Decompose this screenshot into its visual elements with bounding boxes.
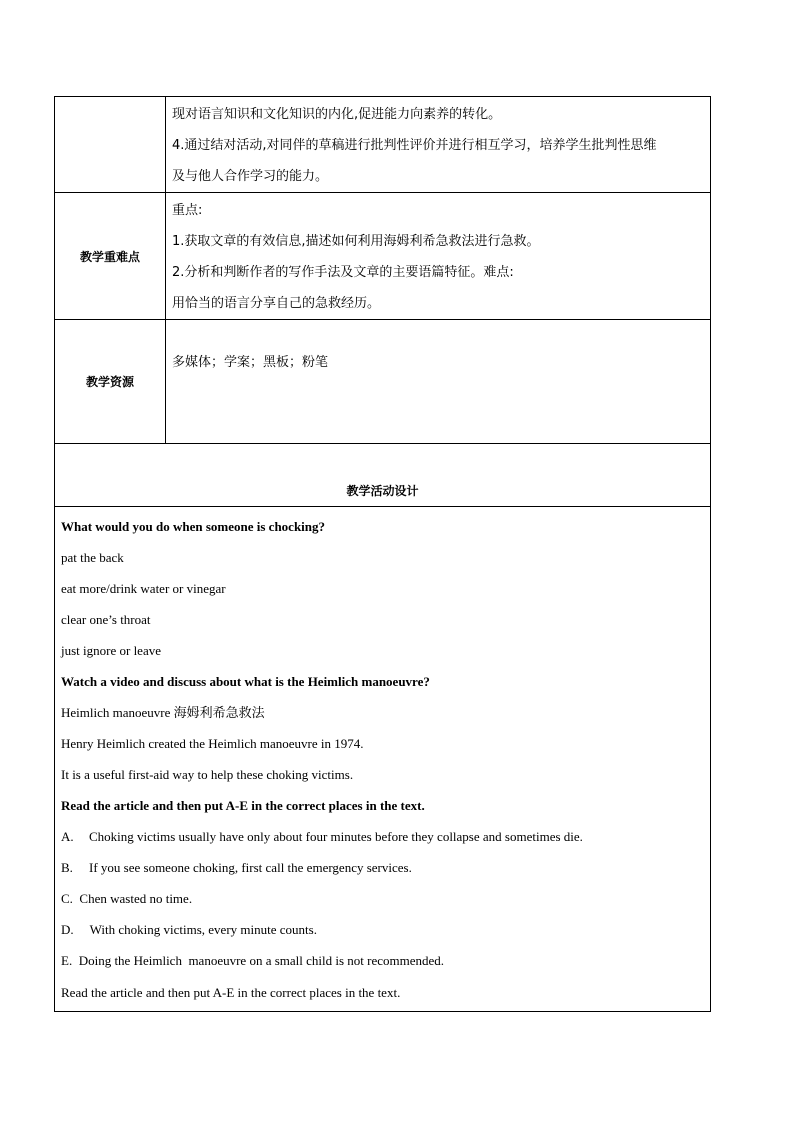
key-points-line: 2.分析和判断作者的写作手法及文章的主要语篇特征。难点: (172, 265, 514, 280)
option-text: Choking victims usually have only about four minutes before they collapse and sometimes die. (89, 829, 583, 844)
resources-content (166, 320, 711, 444)
final-instruction: Read the article and then put A-E in the correct places in the text. (61, 985, 401, 1000)
answer-item: eat more/drink water or vinegar (61, 581, 226, 596)
option-e: E. Doing the Heimlich manoeuvre on a small child is not recommended. (61, 953, 445, 968)
option-letter: A. (61, 829, 74, 844)
key-points-line: 用恰当的语言分享自己的急救经历。 (172, 296, 381, 311)
resources-text: 多媒体；学案；黑板；粉笔 (172, 355, 329, 370)
objectives-line: 现对语言知识和文化知识的内化,促进能力向素养的转化。 (172, 107, 502, 122)
objectives-line: 4.通过结对活动,对同伴的草稿进行批判性评价并进行相互学习，培养学生批判性思维 (172, 138, 657, 153)
option-c: C. Chen wasted no time. (61, 891, 193, 906)
question-2: Watch a video and discuss about what is the Heimlich manoeuvre? (61, 674, 430, 689)
answer-item: just ignore or leave (61, 643, 161, 658)
activity-content (55, 507, 711, 1012)
option-letter: B. (61, 860, 73, 875)
key-points-row (55, 193, 711, 320)
key-points-content (166, 193, 711, 320)
objectives-row (55, 97, 711, 193)
heimlich-line: It is a useful first-aid way to help these choking victims. (61, 767, 354, 782)
answer-item: clear one’s throat (61, 612, 151, 627)
heimlich-line: Henry Heimlich created the Heimlich manoeuvre in 1974. (61, 736, 364, 751)
option-d: D. With choking victims, every minute counts. (61, 922, 317, 937)
question-3: Read the article and then put A-E in the correct places in the text. (61, 798, 425, 813)
key-points-line: 重点: (172, 203, 203, 218)
resources-label: 教学资源 (55, 320, 166, 444)
option-a (61, 821, 704, 852)
activity-header-row (55, 444, 711, 507)
activity-header: 教学活动设计 (346, 484, 419, 498)
activity-header-cell (55, 444, 711, 507)
key-points-label: 教学重难点 (55, 193, 166, 320)
objectives-label-cell (55, 97, 166, 193)
resources-row (55, 320, 711, 444)
objectives-line: 及与他人合作学习的能力。 (172, 169, 329, 184)
activity-content-row (55, 507, 711, 1012)
objectives-content (166, 97, 711, 193)
option-b (61, 852, 704, 883)
key-points-line: 1.获取文章的有效信息,描述如何利用海姆利希急救法进行急救。 (172, 234, 540, 249)
lesson-plan-table (54, 96, 711, 1012)
option-text: If you see someone choking, first call the emergency services. (89, 860, 412, 875)
heimlich-line: Heimlich manoeuvre 海姆利希急救法 (61, 705, 265, 720)
answer-item: pat the back (61, 550, 124, 565)
question-1: What would you do when someone is chocking? (61, 519, 326, 534)
